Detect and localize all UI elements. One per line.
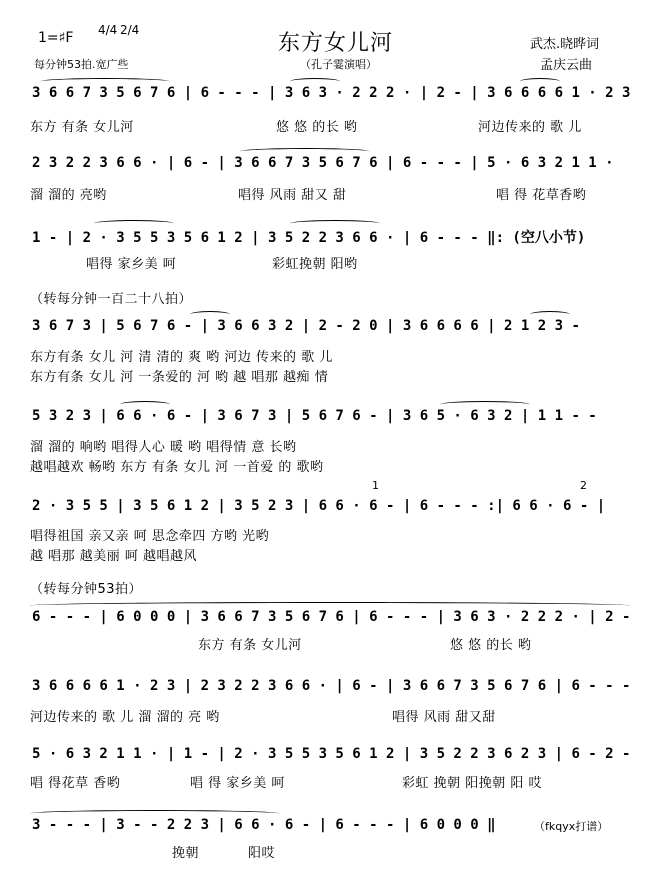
lyric-10a: 挽朝 — [172, 846, 200, 861]
lyric-6a: 唱得祖国 亲又亲 呵 思念牵四 方哟 光哟 — [30, 529, 270, 544]
lyric-2a: 溜 溜的 亮哟 — [30, 188, 107, 203]
lyric-9b: 唱 得 家乡美 呵 — [190, 776, 285, 791]
lyric-4b: 东方有条 女儿 河 一条爱的 河 哟 越 唱那 越痴 情 — [30, 370, 329, 385]
song-title: 东方女儿河 — [278, 31, 394, 56]
composer: 孟庆云曲 — [540, 58, 593, 73]
transcriber-credit: （fkqyx打谱） — [534, 820, 609, 833]
tempo-change-1: （转每分钟一百二十八拍） — [30, 292, 193, 307]
slur-3 — [520, 78, 560, 85]
lyricist: 武杰.晓晔词 — [530, 37, 600, 52]
slur-7 — [190, 311, 230, 318]
lyric-5b: 越唱越欢 畅哟 东方 有条 女儿 河 一首爱 的 歌哟 — [30, 460, 324, 475]
slur-6 — [290, 220, 380, 227]
lyric-4a: 东方有条 女儿 河 清 清的 爽 哟 河边 传来的 歌 儿 — [30, 350, 333, 365]
lyric-3b: 彩虹挽朝 阳哟 — [272, 257, 358, 272]
melody-line-10: 3 - - - | 3 - - 2 2 3 | 6 6 · 6 - | 6 - - - | 6 0 0 0 ‖ — [32, 817, 496, 833]
lyric-9a: 唱 得花草 香哟 — [30, 776, 121, 791]
volta-1-label: 1 — [372, 479, 379, 492]
melody-line-5: 5 3 2 3 | 6 6 · 6 - | 3 6 7 3 | 5 6 7 6 - | 3 6 5 · 6 3 2 | 1 1 - - — [32, 408, 597, 424]
tempo-change-2: （转每分钟53拍） — [30, 582, 143, 597]
lyric-7b: 悠 悠 的长 哟 — [450, 638, 532, 653]
slur-12 — [30, 810, 280, 817]
time-signature-2: 2/4 — [120, 23, 140, 37]
time-signature-1: 4/4 — [98, 23, 118, 37]
melody-line-6: 2 · 3 5 5 | 3 5 6 1 2 | 3 5 2 3 | 6 6 · 6 - | 6 - - - :| 6 6 · 6 - | — [32, 498, 606, 514]
lyric-7a: 东方 有条 女儿河 — [198, 638, 302, 653]
tempo-note: 每分钟53拍.宽广些 — [34, 58, 129, 71]
slur-1 — [40, 78, 170, 85]
slur-4 — [240, 148, 370, 155]
lyric-5a: 溜 溜的 响哟 唱得人心 暖 哟 唱得情 意 长哟 — [30, 440, 297, 455]
lyric-2b: 唱得 风雨 甜又 甜 — [238, 188, 347, 203]
slur-8 — [530, 311, 570, 318]
lyric-1b: 悠 悠 的长 哟 — [276, 120, 358, 135]
lyric-8b: 唱得 风雨 甜又甜 — [392, 710, 496, 725]
melody-line-7: 6 - - - | 6 0 0 0 | 3 6 6 7 3 5 6 7 6 | 6 - - - | 3 6 3 · 2 2 2 · | 2 - — [32, 609, 631, 625]
lyric-9c: 彩虹 挽朝 阳挽朝 阳 哎 — [402, 776, 543, 791]
lyric-1c: 河边传来的 歌 儿 — [478, 120, 582, 135]
performer: （孔子霎演唱） — [300, 58, 377, 71]
volta-2-label: 2 — [580, 479, 587, 492]
melody-line-4: 3 6 7 3 | 5 6 7 6 - | 3 6 6 3 2 | 2 - 2 0 | 3 6 6 6 6 | 2 1 2 3 - — [32, 318, 580, 334]
melody-line-3: 1 - | 2 · 3 5 5 3 5 6 1 2 | 3 5 2 2 3 6 6 · | 6 - - - ‖: (空八小节) — [32, 230, 586, 246]
melody-line-8: 3 6 6 6 6 1 · 2 3 | 2 3 2 2 3 6 6 · | 6 - | 3 6 6 7 3 5 6 7 6 | 6 - - - — [32, 678, 631, 694]
lyric-10b: 阳哎 — [248, 846, 276, 861]
melody-line-9: 5 · 6 3 2 1 1 · | 1 - | 2 · 3 5 5 3 5 6 1 2 | 3 5 2 2 3 6 2 3 | 6 - 2 - — [32, 746, 631, 762]
slur-9 — [120, 401, 170, 408]
slur-11 — [30, 602, 630, 609]
key-signature: 1=♯F — [38, 30, 74, 46]
lyric-3a: 唱得 家乡美 呵 — [86, 257, 177, 272]
melody-line-2: 2 3 2 2 3 6 6 · | 6 - | 3 6 6 7 3 5 6 7 6 | 6 - - - | 5 · 6 3 2 1 1 · — [32, 155, 614, 171]
slur-5 — [94, 220, 174, 227]
slur-2 — [290, 78, 340, 85]
lyric-1a: 东方 有条 女儿河 — [30, 120, 134, 135]
melody-line-1: 3 6 6 7 3 5 6 7 6 | 6 - - - | 3 6 3 · 2 2 2 · | 2 - | 3 6 6 6 6 1 · 2 3 — [32, 85, 631, 101]
slur-10 — [440, 401, 530, 408]
lyric-2c: 唱 得 花草香哟 — [496, 188, 587, 203]
lyric-6b: 越 唱那 越美丽 呵 越唱越风 — [30, 549, 198, 564]
lyric-8a: 河边传来的 歌 儿 溜 溜的 亮 哟 — [30, 710, 220, 725]
